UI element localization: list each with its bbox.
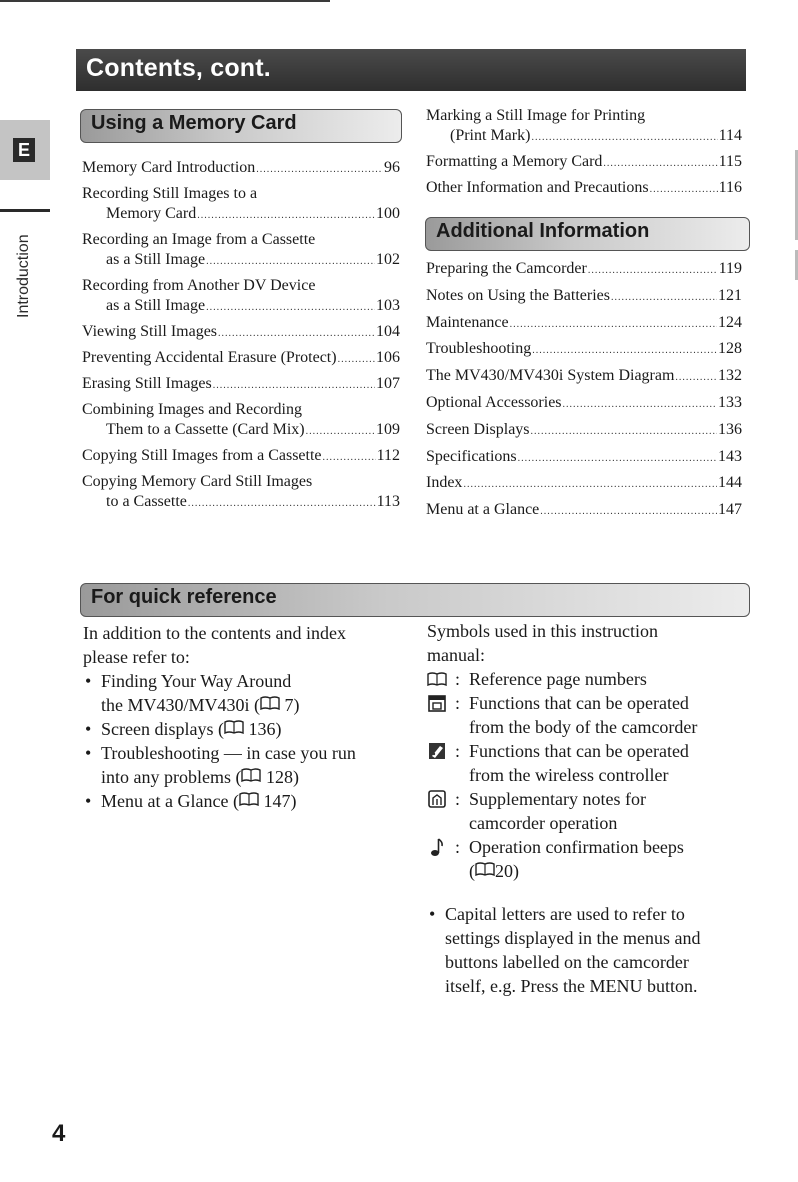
music-note-icon	[427, 838, 447, 856]
toc-entry-page: 119	[718, 260, 742, 277]
section-tab	[0, 120, 50, 180]
toc-entry	[82, 276, 400, 318]
toc-entry-title: Viewing Still Images	[82, 323, 218, 340]
symbol-item	[427, 691, 757, 739]
symbols-intro-line: manual:	[427, 645, 485, 665]
dot-leader	[540, 502, 717, 522]
symbol-description	[469, 835, 757, 859]
toc-entry-title: Optional Accessories	[426, 394, 562, 411]
symbol-separator: :	[455, 789, 461, 809]
toc-entry-page: 112	[376, 447, 400, 464]
quick-ref-text: Menu at a Glance (	[101, 791, 239, 811]
toc-entry-page: 100	[376, 205, 400, 222]
dot-leader	[563, 395, 717, 415]
quick-ref-text: Screen displays (	[101, 719, 224, 739]
page-title: Contents, cont.	[86, 54, 271, 82]
top-rule	[0, 0, 330, 2]
toc-entry	[426, 339, 742, 361]
toc-entry-title: Them to a Cassette (Card Mix)	[106, 421, 305, 438]
dot-leader	[206, 252, 375, 272]
toc-entry	[82, 374, 400, 396]
quick-ref-item	[83, 789, 403, 813]
symbol-text: Supplementary notes for	[469, 789, 646, 809]
toc-entry	[426, 259, 742, 281]
page-ref: 7	[284, 695, 294, 715]
dot-leader	[531, 128, 717, 148]
toc-entry-title: Specifications	[426, 447, 517, 465]
toc-entry-title: Recording Still Images to a	[82, 185, 258, 202]
toc-entry-title: Combining Images and Recording	[82, 401, 302, 418]
toc-entry-page: 116	[718, 179, 742, 196]
symbol-item	[427, 667, 757, 691]
dot-leader	[256, 160, 383, 180]
toc-entry	[426, 152, 742, 174]
dot-leader	[188, 494, 376, 514]
toc-entry-title: Other Information and Precautions	[426, 179, 649, 196]
quick-ref-item	[83, 717, 403, 741]
toc-entry-title: as a Still Image	[106, 251, 206, 268]
section-side-label: Introduction	[15, 234, 32, 318]
toc-entry	[426, 473, 742, 495]
dot-leader	[323, 448, 376, 468]
title-bar	[76, 49, 746, 91]
book-icon	[475, 859, 495, 883]
quick-ref-intro-line: please refer to:	[83, 647, 190, 667]
toc-entry	[82, 446, 400, 468]
symbol-description	[469, 763, 757, 787]
toc-entry-page: 121	[718, 286, 742, 304]
symbol-description	[469, 859, 757, 883]
page-ref-close: )	[292, 767, 299, 787]
page-ref: 136	[248, 719, 276, 739]
toc-entry-page: 106	[376, 349, 400, 366]
toc-entry-page: 144	[718, 474, 742, 492]
symbol-item	[427, 835, 757, 883]
toc-entry	[82, 348, 400, 370]
toc-entry	[82, 322, 400, 344]
dot-leader	[531, 422, 717, 442]
page-number: 4	[52, 1120, 66, 1147]
toc-entry-page: 113	[376, 493, 400, 510]
quick-ref-intro-line: In addition to the contents and index	[83, 623, 346, 643]
dot-leader	[518, 449, 717, 469]
memory-card-heading	[80, 109, 402, 143]
symbol-description	[469, 715, 757, 739]
symbol-text: camcorder operation	[469, 813, 618, 833]
quick-ref-item	[83, 669, 403, 717]
symbol-item	[427, 787, 757, 835]
symbol-description	[469, 739, 757, 763]
note-line: itself, e.g. Press the MENU button.	[445, 976, 698, 996]
toc-entry-page: 102	[376, 251, 400, 268]
toc-entry-title: Memory Card	[106, 205, 197, 222]
dot-leader	[675, 368, 717, 388]
toc-entry	[426, 286, 742, 308]
toc-entry	[82, 400, 400, 442]
dot-leader	[218, 324, 375, 344]
toc-entry-page: 132	[718, 367, 742, 385]
symbol-description	[469, 787, 757, 811]
quick-reference-heading	[80, 583, 750, 617]
toc-entry-page: 128	[718, 340, 742, 358]
toc-entry-title: Preparing the Camcorder	[426, 260, 587, 277]
toc-entry-page: 107	[376, 375, 400, 392]
symbol-separator: :	[455, 837, 461, 857]
dot-leader	[611, 288, 717, 308]
symbol-text: Functions that can be operated	[469, 741, 689, 761]
page-ref-close: )	[275, 719, 282, 739]
toc-entry-title: Recording from Another DV Device	[82, 277, 316, 294]
symbol-list	[427, 667, 757, 883]
symbol-text: Reference page numbers	[469, 669, 647, 689]
toc-entry-title: Maintenance	[426, 313, 509, 331]
quick-reference-right	[427, 619, 757, 883]
book-icon	[241, 765, 261, 789]
quick-ref-text: into any problems (	[101, 767, 242, 787]
quick-reference-heading-text: For quick reference	[91, 586, 277, 608]
additional-info-heading-text: Additional Information	[436, 220, 650, 242]
toc-entry	[426, 393, 742, 415]
toc-entry-title: to a Cassette	[106, 493, 187, 510]
toc-entry-title: (Print Mark)	[450, 127, 531, 144]
toc-entry-page: 115	[718, 153, 742, 170]
toc-entry	[82, 158, 400, 180]
toc-entry-page: 124	[718, 313, 742, 331]
camcorder-body-icon	[427, 694, 447, 712]
symbol-description	[469, 691, 757, 715]
quick-reference-left	[83, 621, 403, 813]
toc-entry-title: Copying Still Images from a Cassette	[82, 447, 322, 464]
note-line: • Capital letters are used to refer to	[445, 904, 685, 924]
notes-icon	[427, 790, 447, 808]
page-ref-close: )	[293, 695, 300, 715]
quick-ref-line	[101, 717, 403, 741]
toc-entry	[426, 366, 742, 388]
quick-ref-item	[83, 741, 403, 789]
quick-ref-text: Finding Your Way Around	[101, 671, 292, 691]
toc-entry	[82, 230, 400, 272]
dot-leader	[338, 350, 375, 370]
quick-ref-text: the MV430/MV430i (	[101, 695, 260, 715]
toc-entry-title: Troubleshooting	[426, 340, 532, 358]
symbol-text: Operation confirmation beeps	[469, 837, 684, 857]
symbol-text: from the body of the camcorder	[469, 717, 698, 737]
dot-leader	[650, 180, 718, 200]
toc-entry-title: Screen Displays	[426, 420, 530, 438]
page-ref: 20	[495, 861, 513, 881]
symbol-separator: :	[455, 741, 461, 761]
toc-entry-page: 147	[718, 501, 742, 519]
note-line: settings displayed in the menus and	[445, 928, 701, 948]
wireless-controller-icon	[427, 742, 447, 760]
toc-entry-page: 136	[718, 420, 742, 438]
quick-ref-line	[101, 693, 403, 717]
toc-entry-page: 114	[718, 127, 742, 144]
toc-entry	[426, 313, 742, 335]
toc-entry	[426, 178, 742, 200]
book-icon	[427, 670, 447, 688]
symbol-item	[427, 739, 757, 787]
symbols-intro-line: Symbols used in this instruction	[427, 621, 659, 641]
toc-entry-title: as a Still Image	[106, 297, 206, 314]
symbol-separator: :	[455, 669, 461, 689]
toc-entry-page: 143	[718, 447, 742, 465]
additional-info-heading	[425, 217, 750, 251]
toc-entry-title: Erasing Still Images	[82, 375, 212, 392]
toc-entry-page: 96	[384, 159, 400, 176]
quick-ref-line	[101, 789, 403, 813]
dot-leader	[206, 298, 375, 318]
symbol-separator: :	[455, 693, 461, 713]
page-ref: 128	[265, 767, 293, 787]
toc-entry-title: Marking a Still Image for Printing	[426, 107, 646, 124]
quick-ref-bullets	[83, 669, 403, 813]
dot-leader	[306, 422, 375, 442]
toc-entry-title: Recording an Image from a Cassette	[82, 231, 316, 248]
toc-entry-page: 104	[376, 323, 400, 340]
dot-leader	[588, 261, 718, 281]
dot-leader	[213, 376, 375, 396]
dot-leader	[197, 206, 375, 226]
toc-entry	[426, 447, 742, 469]
dot-leader	[510, 315, 717, 335]
toc-entry	[82, 472, 400, 514]
quick-ref-line	[101, 741, 403, 765]
memory-card-heading-text: Using a Memory Card	[91, 112, 297, 134]
toc-entry	[426, 106, 742, 148]
book-icon	[239, 789, 259, 813]
toc-entry-title: Memory Card Introduction	[82, 159, 256, 176]
note-line: buttons labelled on the camcorder	[445, 952, 689, 972]
page-ref: 147	[263, 791, 291, 811]
toc-entry-page: 133	[718, 394, 742, 411]
toc-entry	[82, 184, 400, 226]
symbol-text: from the wireless controller	[469, 765, 669, 785]
quick-ref-line	[101, 669, 403, 693]
symbol-text: Functions that can be operated	[469, 693, 689, 713]
dot-leader	[532, 341, 717, 361]
quick-ref-text: Troubleshooting — in case you run	[101, 743, 356, 763]
book-icon	[260, 693, 280, 717]
toc-entry-title: The MV430/MV430i System Diagram	[426, 367, 675, 385]
toc-entry-title: Copying Memory Card Still Images	[82, 473, 313, 490]
toc-entry	[426, 420, 742, 442]
toc-entry-page: 103	[376, 297, 400, 314]
dot-leader	[603, 154, 717, 174]
toc-entry-title: Notes on Using the Batteries	[426, 286, 610, 304]
toc-entry-title: Formatting a Memory Card	[426, 153, 603, 170]
symbol-text: (	[469, 861, 475, 881]
toc-entry-title: Menu at a Glance	[426, 501, 540, 519]
symbol-description	[469, 667, 757, 691]
symbol-description	[469, 811, 757, 835]
quick-ref-line	[101, 765, 403, 789]
toc-entry-title: Index	[426, 474, 463, 492]
language-tab-letter: E	[13, 138, 35, 162]
toc-entry-title: Preventing Accidental Erasure (Protect)	[82, 349, 337, 366]
toc-entry-page: 109	[376, 421, 400, 438]
toc-entry	[426, 500, 742, 522]
capital-letters-note	[427, 902, 775, 998]
page-ref-close: )	[290, 791, 297, 811]
page-ref-close: )	[513, 861, 519, 881]
book-icon	[224, 717, 244, 741]
dot-leader	[463, 475, 717, 495]
